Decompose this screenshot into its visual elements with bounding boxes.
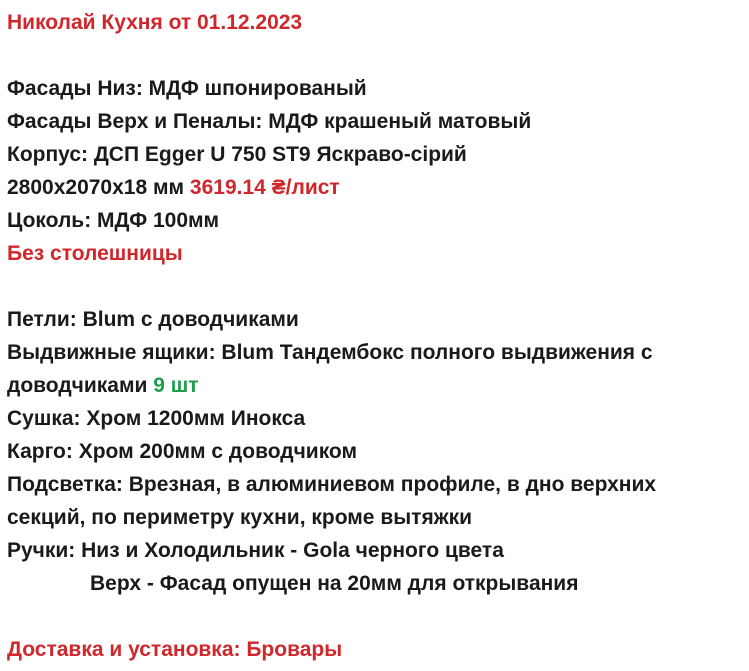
facades-bottom: Фасады Низ: МДФ шпонированый (7, 77, 367, 100)
document-title: Николай Кухня от 01.12.2023 (7, 11, 303, 34)
handles-line-2: Верх - Фасад опущен на 20мм для открывания (90, 572, 579, 595)
no-countertop: Без столешницы (7, 242, 183, 265)
plinth: Цоколь: МДФ 100мм (7, 209, 220, 232)
sheet-price: 3619.14 ₴/лист (189, 176, 340, 199)
drawers-count: 9 шт (153, 374, 199, 397)
sheet-line (7, 171, 749, 204)
lighting-line-2: секций, по периметру кухни, кроме вытяжки (7, 506, 473, 529)
drawers-line-1: Выдвижные ящики: Blum Тандембокс полного выдвижения с (7, 341, 653, 364)
cargo: Карго: Хром 200мм с доводчиком (7, 440, 358, 463)
sheet-size: 2800x2070x18 мм (7, 176, 185, 199)
blank-line (7, 39, 749, 72)
facades-top: Фасады Верх и Пеналы: МДФ крашеный матовый (7, 110, 532, 133)
dryer: Сушка: Хром 1200мм Инокса (7, 407, 306, 430)
delivery: Доставка и установка: Бровары (7, 638, 343, 661)
handles-line-1: Ручки: Низ и Холодильник - Gola черного цвета (7, 539, 504, 562)
cabinet-body: Корпус: ДСП Egger U 750 ST9 Яскраво-сірий (7, 143, 467, 166)
blank-line (7, 270, 749, 303)
lighting-line-1: Подсветка: Врезная, в алюминиевом профиле, в дно верхних (7, 473, 657, 496)
hinges: Петли: Blum с доводчиками (7, 308, 299, 331)
drawers-line-2 (7, 369, 749, 402)
blank-line (7, 600, 749, 633)
drawers-text: доводчиками (7, 374, 148, 397)
